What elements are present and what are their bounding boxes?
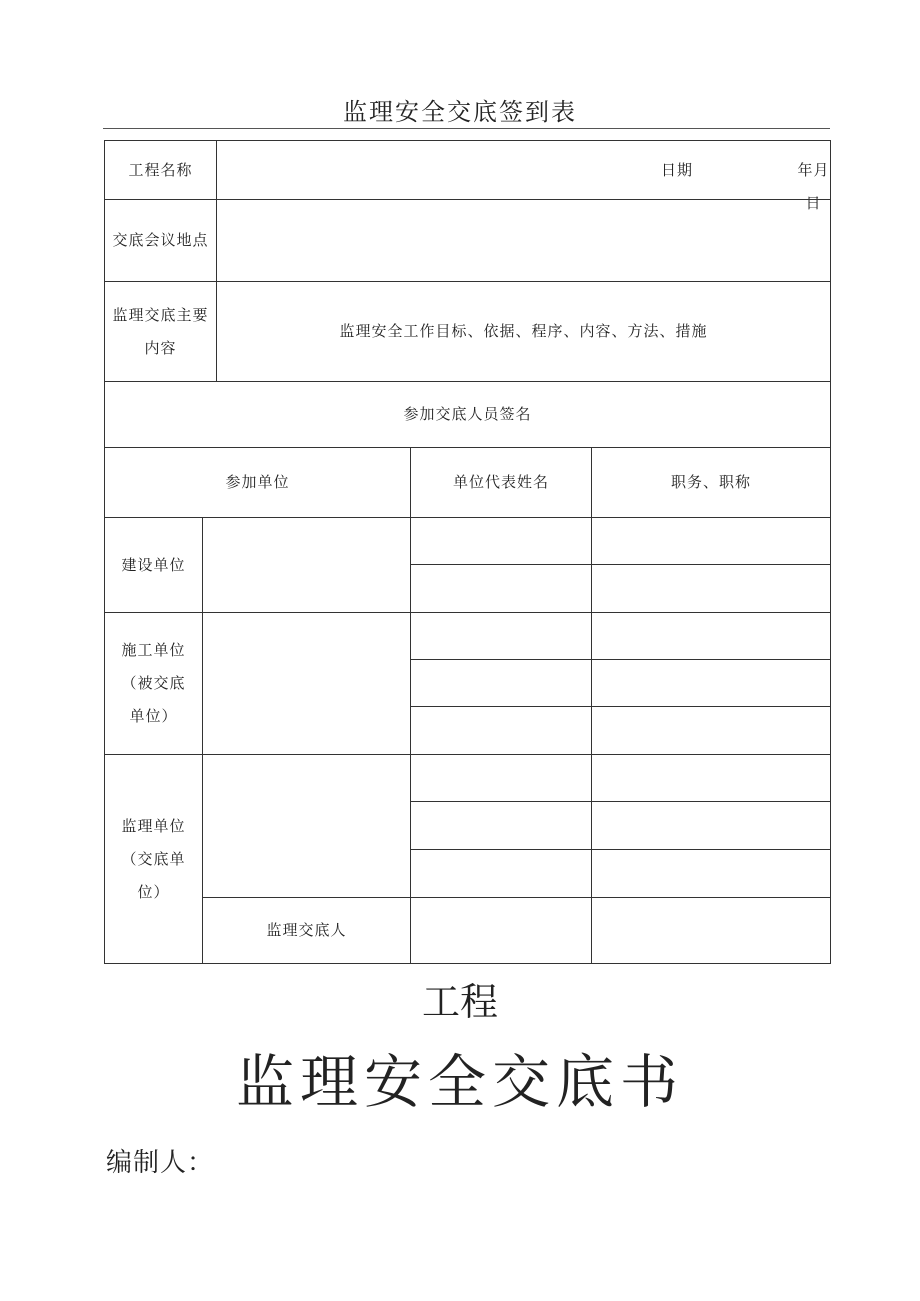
- supervisor-presenter-label-cell: [202, 897, 410, 963]
- representative-cell[interactable]: [410, 706, 591, 754]
- supervisor-unit-cell[interactable]: [202, 754, 410, 897]
- presenter-position-cell[interactable]: [591, 897, 830, 963]
- representative-cell[interactable]: [410, 849, 591, 897]
- project-name-value-cell[interactable]: [216, 140, 830, 212]
- position-cell[interactable]: [591, 849, 830, 897]
- column-header-position: 职务、职称: [591, 447, 830, 517]
- position-cell[interactable]: [591, 706, 830, 754]
- date-label: 日期: [661, 161, 694, 179]
- project-name-label-cell: [104, 140, 216, 199]
- supervisor-label: 监理单位（交底单位）: [121, 816, 186, 901]
- position-cell[interactable]: [591, 754, 830, 801]
- form-title: 监理安全交底签到表: [343, 98, 577, 126]
- cover-subtitle: 工程: [421, 980, 498, 1024]
- contractor-label-cell: [104, 612, 202, 754]
- column-header-unit: 参加单位: [104, 447, 410, 517]
- presenter-name-cell[interactable]: [410, 897, 591, 963]
- position-cell[interactable]: [591, 801, 830, 849]
- position-cell[interactable]: [591, 659, 830, 706]
- contractor-unit-cell[interactable]: [202, 612, 410, 754]
- project-name-label: 工程名称: [128, 160, 193, 179]
- supervisor-presenter-label: 监理交底人: [266, 921, 347, 939]
- supervisor-label-cell: [104, 754, 202, 963]
- meeting-location-label-cell: [104, 199, 216, 281]
- construction-owner-label-cell: [104, 517, 202, 612]
- main-content-label-cell: [104, 281, 216, 381]
- date-value[interactable]: 年月日: [797, 161, 830, 212]
- title-underline: [103, 128, 830, 129]
- main-content-label: 监理交底主要内容: [112, 305, 209, 357]
- position-cell[interactable]: [591, 517, 830, 564]
- construction-owner-label: 建设单位: [121, 555, 186, 574]
- representative-cell[interactable]: [410, 612, 591, 659]
- representative-cell[interactable]: [410, 801, 591, 849]
- position-cell[interactable]: [591, 612, 830, 659]
- main-content-value: 监理安全工作目标、依据、程序、内容、方法、措施: [339, 322, 708, 340]
- column-header-representative: 单位代表姓名: [410, 447, 591, 517]
- signature-section-label: 参加交底人员签名: [403, 405, 532, 423]
- position-cell[interactable]: [591, 564, 830, 612]
- representative-cell[interactable]: [410, 517, 591, 564]
- sign-in-table: [104, 140, 831, 964]
- cover-title: 监理安全交底书: [235, 1048, 684, 1116]
- compiler-label: 编制人：: [106, 1148, 215, 1178]
- representative-cell[interactable]: [410, 564, 591, 612]
- main-content-value-cell: [216, 281, 830, 381]
- contractor-label: 施工单位（被交底单位）: [121, 641, 186, 725]
- signature-section-header: [104, 381, 830, 447]
- construction-owner-unit-cell[interactable]: [202, 517, 410, 612]
- meeting-location-label: 交底会议地点: [112, 231, 209, 249]
- representative-cell[interactable]: [410, 659, 591, 706]
- representative-cell[interactable]: [410, 754, 591, 801]
- meeting-location-value-cell[interactable]: [216, 199, 830, 281]
